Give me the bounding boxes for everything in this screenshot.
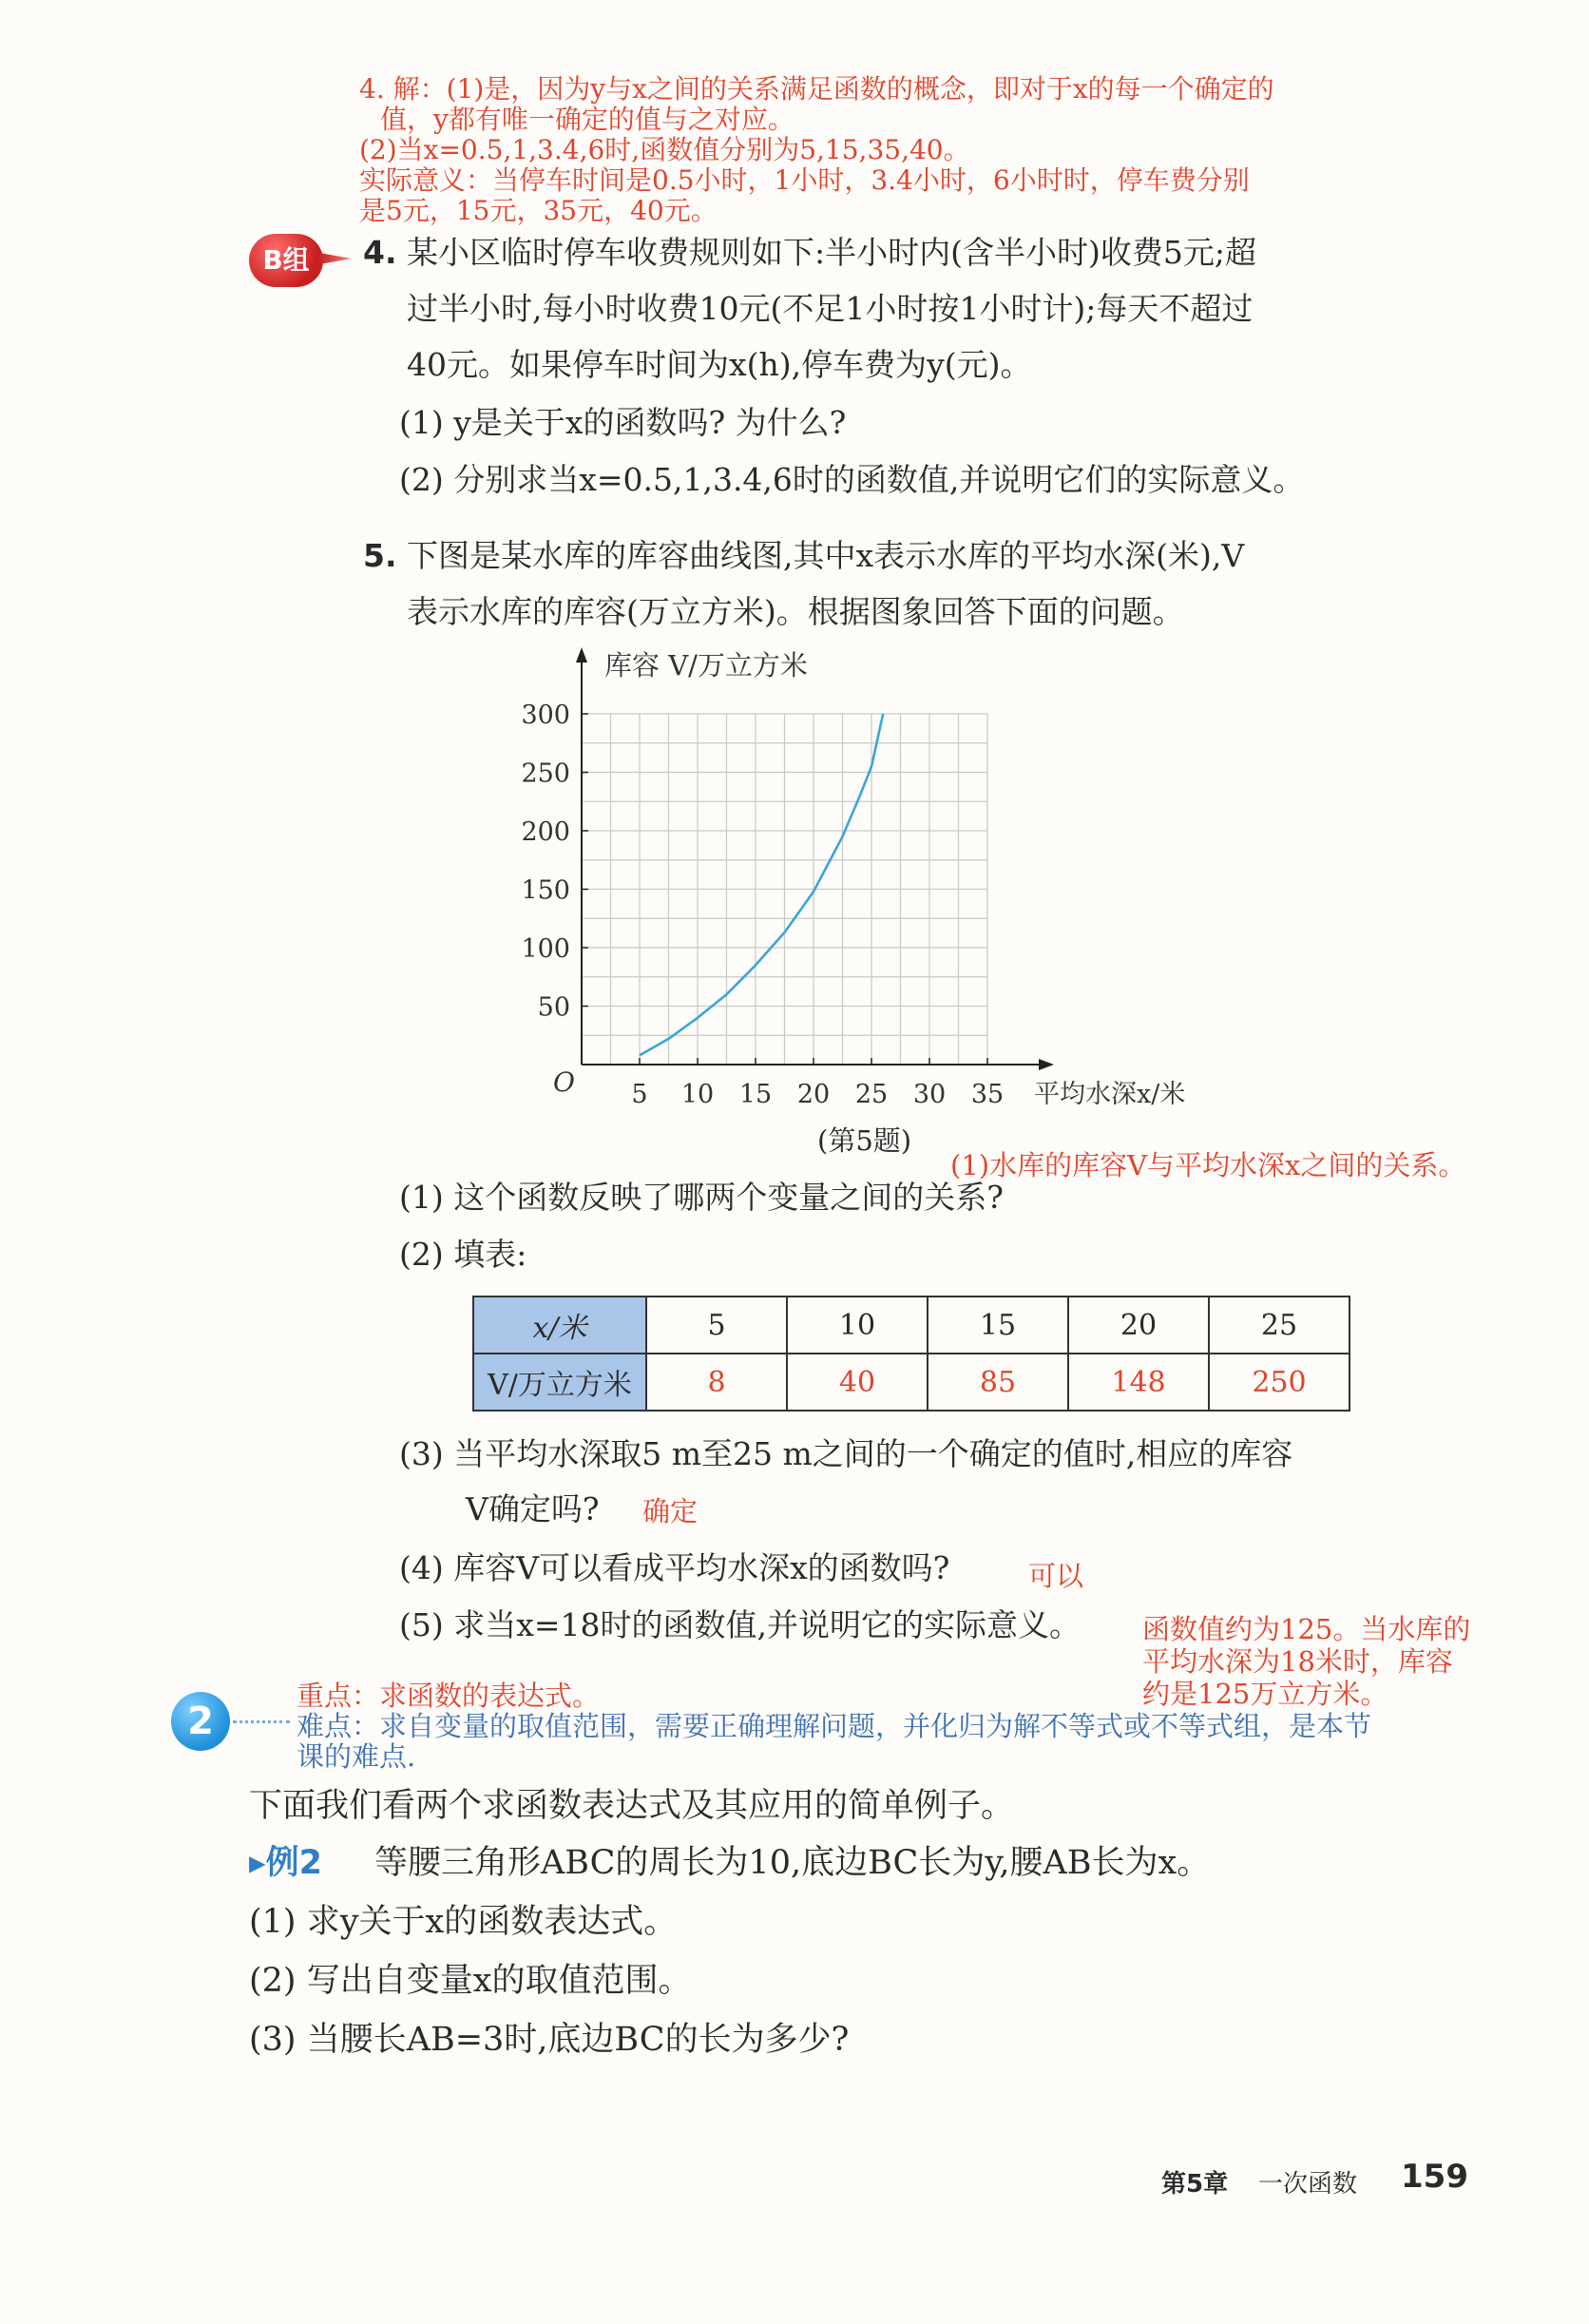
table-row-v <box>473 1354 1350 1411</box>
series-line-reservoir-capacity <box>640 714 883 1055</box>
q5-fill-table <box>472 1296 1350 1412</box>
chart-ticks <box>521 701 1004 1109</box>
table-cell-v-3: 85 <box>928 1354 1068 1411</box>
q5-subq1: (1) 这个函数反映了哪两个变量之间的关系? <box>399 1179 1004 1216</box>
answer4-line4: 实际意义：当停车时间是0.5小时，1小时，3.4小时，6小时时，停车费分别 <box>359 164 1250 196</box>
q4-text-line3: 40元。如果停车时间为x(h),停车费为y(元)。 <box>407 346 1032 383</box>
q4-text-line2: 过半小时,每小时收费10元(不足1小时按1小时计);每天不超过 <box>407 290 1254 327</box>
table-cell-v-1: 8 <box>646 1354 787 1411</box>
section2-difficulty-line1: 难点：求自变量的取值范围，需要正确理解问题，并化归为解不等式或不等式组，是本节 <box>297 1710 1372 1742</box>
y-axis-arrow <box>576 647 587 663</box>
q4-number: 4. <box>363 234 397 271</box>
x-tick-label: 25 <box>854 1080 889 1109</box>
q5-subq3-line1: (3) 当平均水深取5 m至25 m之间的一个确定的值时,相应的库容 <box>399 1435 1293 1472</box>
q5-answer3: 确定 <box>642 1495 699 1527</box>
x-tick-label: 20 <box>796 1080 831 1109</box>
q5-answer5-line3: 约是125万立方米。 <box>1142 1678 1388 1710</box>
q5-answer5-line1: 函数值约为125。当水库的 <box>1142 1613 1471 1645</box>
y-tick-label: 50 <box>537 992 570 1023</box>
chart-ylabel: 库容 V/万立方米 <box>604 649 808 682</box>
example2-text: 等腰三角形ABC的周长为10,底边BC长为y,腰AB长为x。 <box>374 1844 1211 1882</box>
q5-figure-caption: (第5题) <box>817 1124 912 1157</box>
table-cell-v-4: 148 <box>1068 1354 1209 1411</box>
reservoir-capacity-chart <box>513 637 1235 1112</box>
section-2-marker: 2 <box>171 1692 230 1751</box>
q4-subq2: (2) 分别求当x=0.5,1,3.4,6时的函数值,并说明它们的实际意义。 <box>399 461 1305 498</box>
section2-focus: 重点：求函数的表达式。 <box>297 1680 601 1712</box>
q5-number: 5. <box>363 537 397 574</box>
chart-grid <box>582 714 987 1065</box>
chart-xlabel: 平均水深x/米 <box>1034 1080 1186 1109</box>
q4-subq1: (1) y是关于x的函数吗? 为什么? <box>399 404 847 441</box>
section-2-dotted-leader <box>233 1720 290 1723</box>
table-cell-x-3: 15 <box>928 1296 1068 1354</box>
intro-text: 下面我们看两个求函数表达式及其应用的简单例子。 <box>249 1787 1015 1825</box>
q5-text-line2: 表示水库的库容(万立方米)。根据图象回答下面的问题。 <box>407 593 1184 630</box>
chart-axes <box>576 647 1054 1070</box>
y-tick-label: 200 <box>521 817 570 847</box>
q5-answer4: 可以 <box>1028 1560 1084 1592</box>
x-axis-arrow <box>1039 1059 1054 1070</box>
group-b-badge-arrow <box>319 253 352 264</box>
table-header-v: V/万立方米 <box>473 1354 646 1411</box>
footer-chapter-name: 一次函数 <box>1258 2170 1358 2199</box>
chart-origin: O <box>553 1066 575 1098</box>
q5-subq4: (4) 库容V可以看成平均水深x的函数吗? <box>399 1549 950 1586</box>
chart-series <box>640 714 883 1055</box>
x-tick-label: 5 <box>631 1080 648 1109</box>
x-tick-label: 10 <box>680 1080 715 1109</box>
q5-subq5: (5) 求当x=18时的函数值,并说明它的实际意义。 <box>399 1606 1081 1643</box>
q5-subq3-line2: V确定吗? <box>466 1490 600 1527</box>
example2-part2: (2) 写出自变量x的取值范围。 <box>249 1962 692 2000</box>
y-tick-label: 100 <box>521 934 570 964</box>
answer4-line2: 值，y都有唯一确定的值与之对应。 <box>380 104 794 135</box>
y-tick-label: 250 <box>521 759 570 789</box>
y-tick-label: 150 <box>521 875 570 906</box>
answer4-line3: (2)当x=0.5,1,3.4,6时,函数值分别为5,15,35,40。 <box>359 134 970 165</box>
q5-subq2: (2) 填表: <box>399 1236 527 1273</box>
table-row-x <box>473 1296 1350 1354</box>
footer-page-number: 159 <box>1401 2158 1468 2196</box>
table-cell-x-1: 5 <box>646 1296 787 1354</box>
group-b-badge: B组 <box>249 234 323 287</box>
q5-answer5-line2: 平均水深为18米时，库容 <box>1142 1645 1453 1678</box>
table-cell-v-2: 40 <box>787 1354 928 1411</box>
example2-part1: (1) 求y关于x的函数表达式。 <box>249 1903 678 1941</box>
q4-text-line1: 某小区临时停车收费规则如下:半小时内(含半小时)收费5元;超 <box>407 234 1256 271</box>
example2-label: ▸例2 <box>249 1844 322 1882</box>
table-cell-x-4: 20 <box>1068 1296 1209 1354</box>
x-tick-label: 35 <box>970 1080 1005 1109</box>
example2-part3: (3) 当腰长AB=3时,底边BC的长为多少? <box>249 2021 850 2059</box>
answer4-line1: 4. 解：(1)是，因为y与x之间的关系满足函数的概念，即对于x的每一个确定的 <box>359 73 1274 105</box>
table-cell-v-5: 250 <box>1209 1354 1350 1411</box>
table-header-x: x/米 <box>473 1296 646 1354</box>
section2-difficulty-line2: 课的难点. <box>297 1740 416 1773</box>
answer4-line5: 是5元，15元，35元，40元。 <box>359 195 718 226</box>
table-cell-x-5: 25 <box>1209 1296 1350 1354</box>
q5-text-line1: 下图是某水库的库容曲线图,其中x表示水库的平均水深(米),V <box>407 537 1245 574</box>
x-tick-label: 15 <box>738 1080 773 1109</box>
x-tick-label: 30 <box>912 1080 947 1109</box>
table-cell-x-2: 10 <box>787 1296 928 1354</box>
y-tick-label: 300 <box>521 701 570 730</box>
q5-answer1: (1)水库的库容V与平均水深x之间的关系。 <box>950 1149 1466 1181</box>
footer-chapter: 第5章 <box>1161 2170 1229 2199</box>
